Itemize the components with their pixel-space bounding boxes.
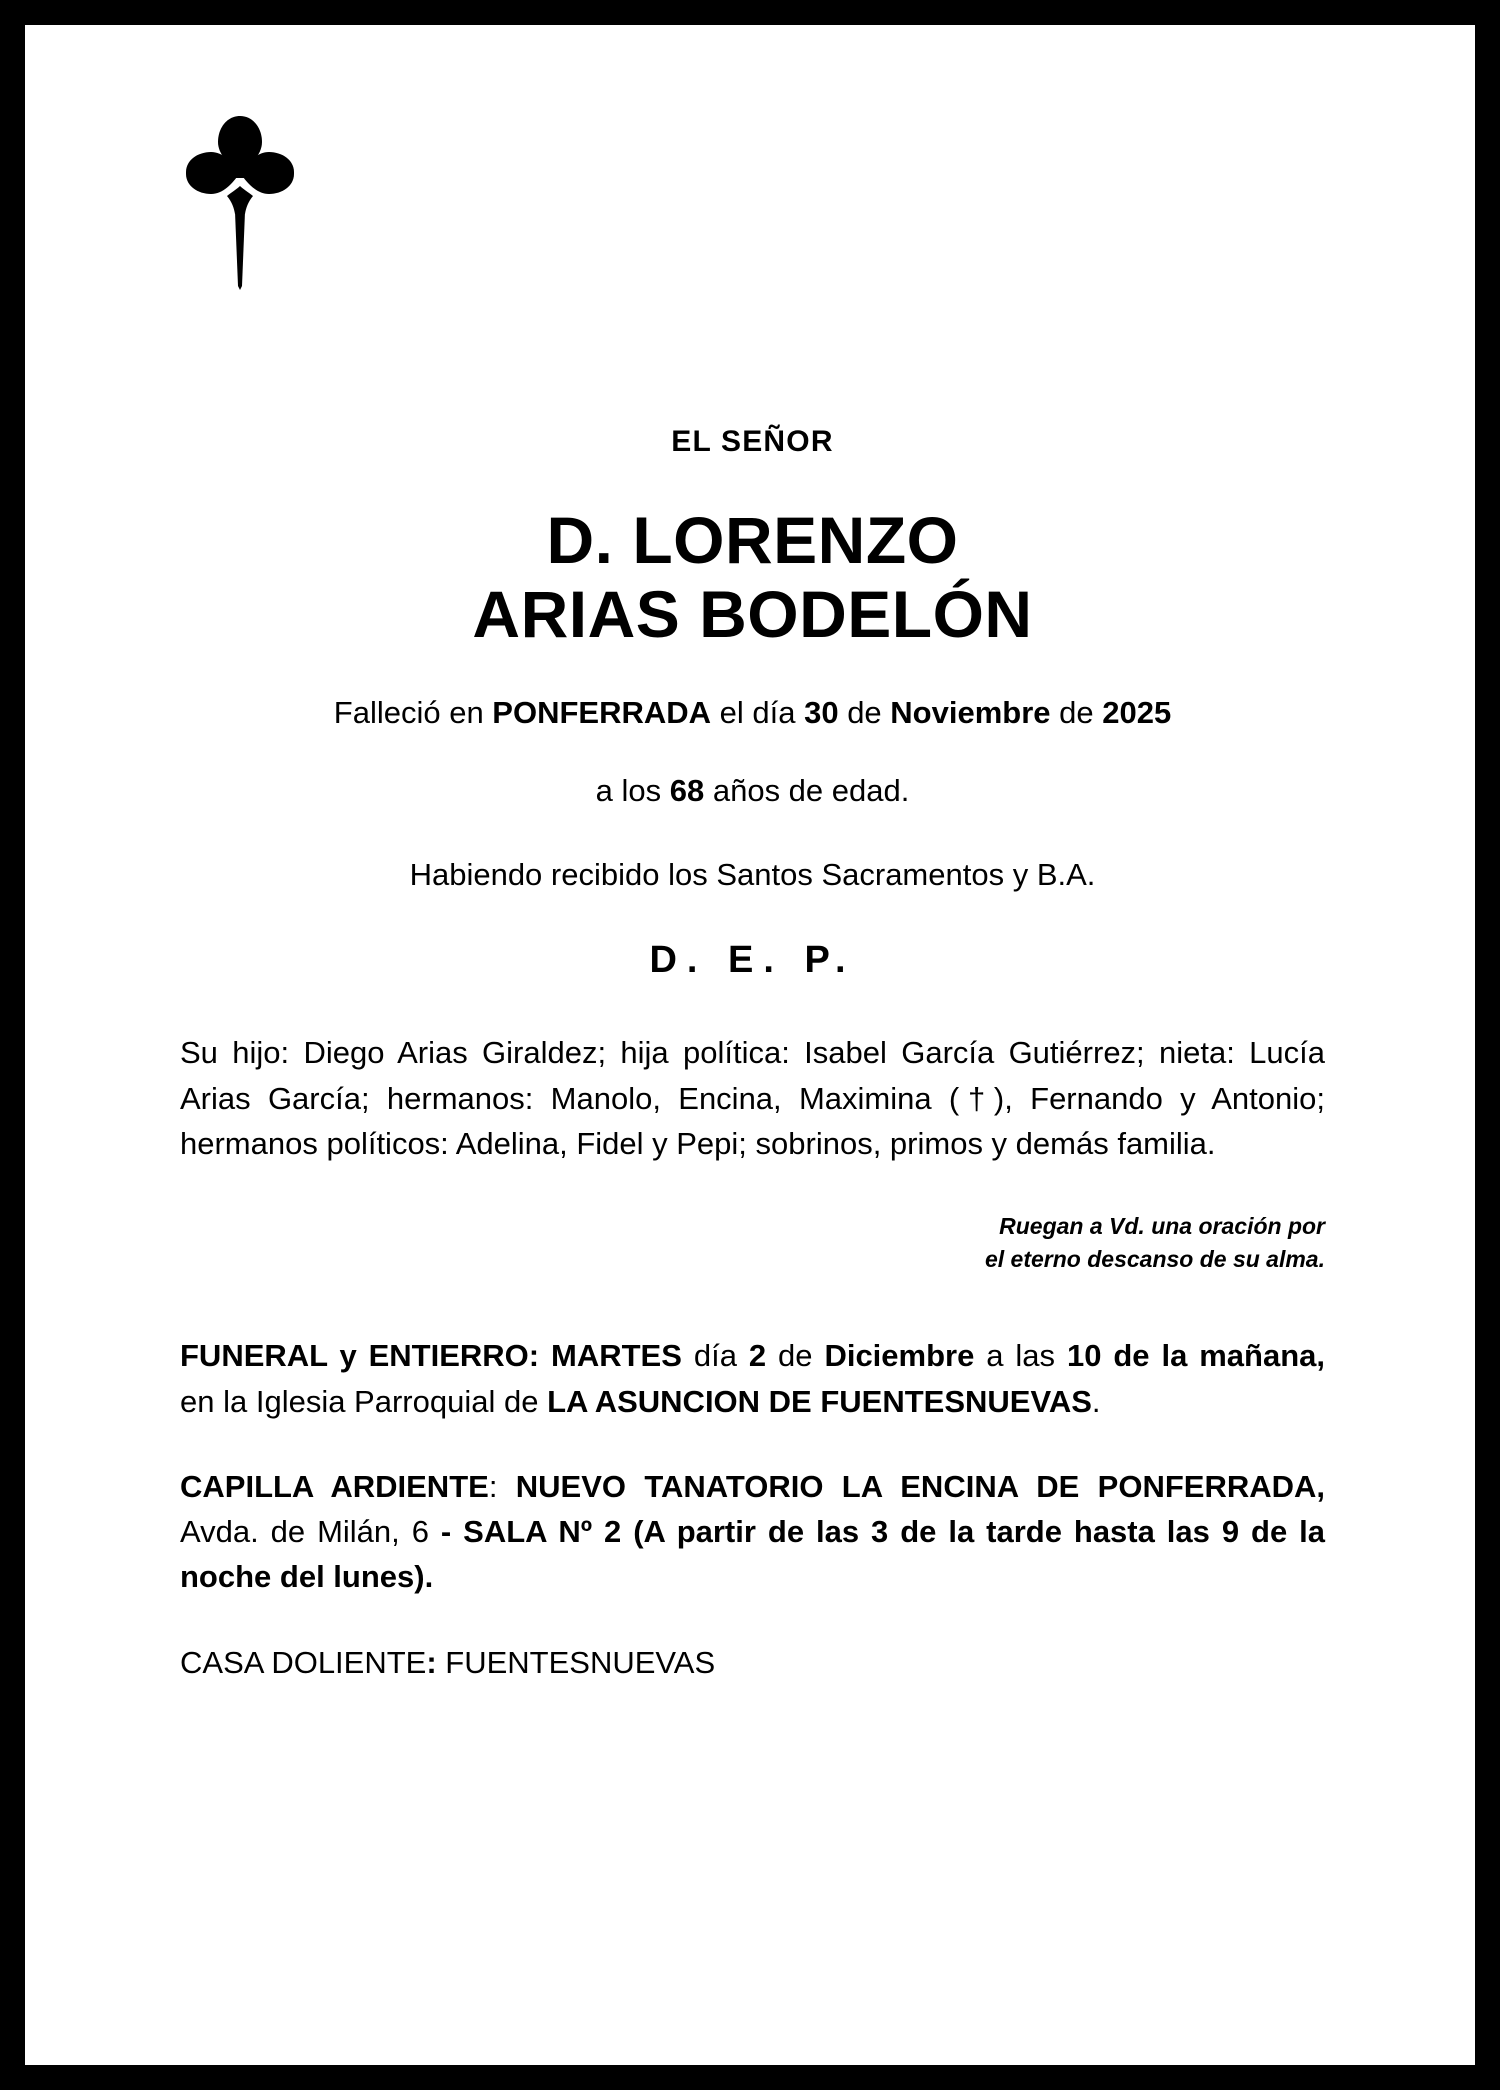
chapel-address: Avda. de Milán, 6 (180, 1514, 441, 1550)
chapel-room-and-hours: - SALA Nº 2 (A partir de las 3 de la tarde hasta las 9 de la noche del lunes). (180, 1514, 1326, 1595)
funeral-text-5: . (1091, 1383, 1101, 1419)
funeral-text-3: a las (974, 1338, 1067, 1374)
death-mid-text-3: de (1050, 694, 1103, 730)
chapel-label: CAPILLA ARDIENTE (180, 1468, 489, 1504)
funeral-text-1: día (681, 1338, 749, 1374)
deceased-name-line-2: ARIAS BODELÓN (472, 576, 1033, 651)
funeral-day: 2 (748, 1338, 767, 1374)
cruz-de-santiago-icon (180, 110, 300, 290)
mourning-house-label: CASA DOLIENTE (180, 1644, 427, 1680)
funeral-label: FUNERAL y ENTIERRO: MARTES (180, 1338, 682, 1374)
honorific-label: EL SEÑOR (671, 425, 834, 458)
prayer-line-2: el eterno descanso de su alma. (984, 1245, 1325, 1272)
funeral-details-paragraph (180, 1333, 1325, 1424)
funeral-church: LA ASUNCION DE FUENTESNUEVAS (547, 1383, 1092, 1419)
death-prefix-text: Falleció en (333, 694, 493, 730)
family-survivors-paragraph: Su hijo: Diego Arias Giraldez; hija política: Isabel García Gutiérrez; nieta: Lucía Arias García; hermanos: Manolo, Encina, Maximina (†), Fernando y Antonio; hermanos políticos: Adelina, Fidel y Pepi; sobrinos, primos y demás familia. (180, 1035, 1325, 1161)
sacraments-line: Habiendo recibido los Santos Sacramentos y B.A. (409, 856, 1096, 892)
age-prefix-text: a los (595, 772, 670, 808)
chapel-details-paragraph (180, 1464, 1325, 1600)
age-line (180, 770, 1325, 812)
prayer-line-1: Ruegan a Vd. una oración por (999, 1213, 1325, 1240)
funeral-text-2: de (766, 1338, 825, 1374)
page-inner-frame (22, 22, 1478, 2068)
death-day: 30 (804, 694, 839, 730)
deceased-name (180, 504, 1325, 652)
funeral-text-4: en la Iglesia Parroquial de (180, 1383, 548, 1419)
prayer-request (180, 1210, 1325, 1275)
chapel-separator: : (488, 1468, 516, 1504)
death-mid-text-1: el día (711, 694, 805, 730)
death-month: Noviembre (890, 694, 1051, 730)
notice-content (25, 25, 1475, 2065)
dep-abbreviation: D. E. P. (649, 939, 856, 982)
mourning-house-paragraph (180, 1640, 1325, 1685)
death-mid-text-2: de (838, 694, 891, 730)
death-place: PONFERRADA (492, 694, 712, 730)
funeral-time: 10 de la mañana, (1066, 1338, 1325, 1374)
funeral-month: Diciembre (824, 1338, 975, 1374)
mourning-house-separator: : (426, 1644, 446, 1680)
deceased-name-line-1: D. LORENZO (546, 503, 959, 577)
age-value: 68 (669, 772, 705, 808)
death-details-line (180, 692, 1325, 734)
age-suffix-text: años de edad. (704, 772, 910, 808)
notice-text-column (180, 425, 1325, 1685)
mourning-house-value: FUENTESNUEVAS (445, 1644, 716, 1680)
death-year: 2025 (1102, 694, 1172, 730)
chapel-venue: NUEVO TANATORIO LA ENCINA DE PONFERRADA, (515, 1468, 1326, 1504)
